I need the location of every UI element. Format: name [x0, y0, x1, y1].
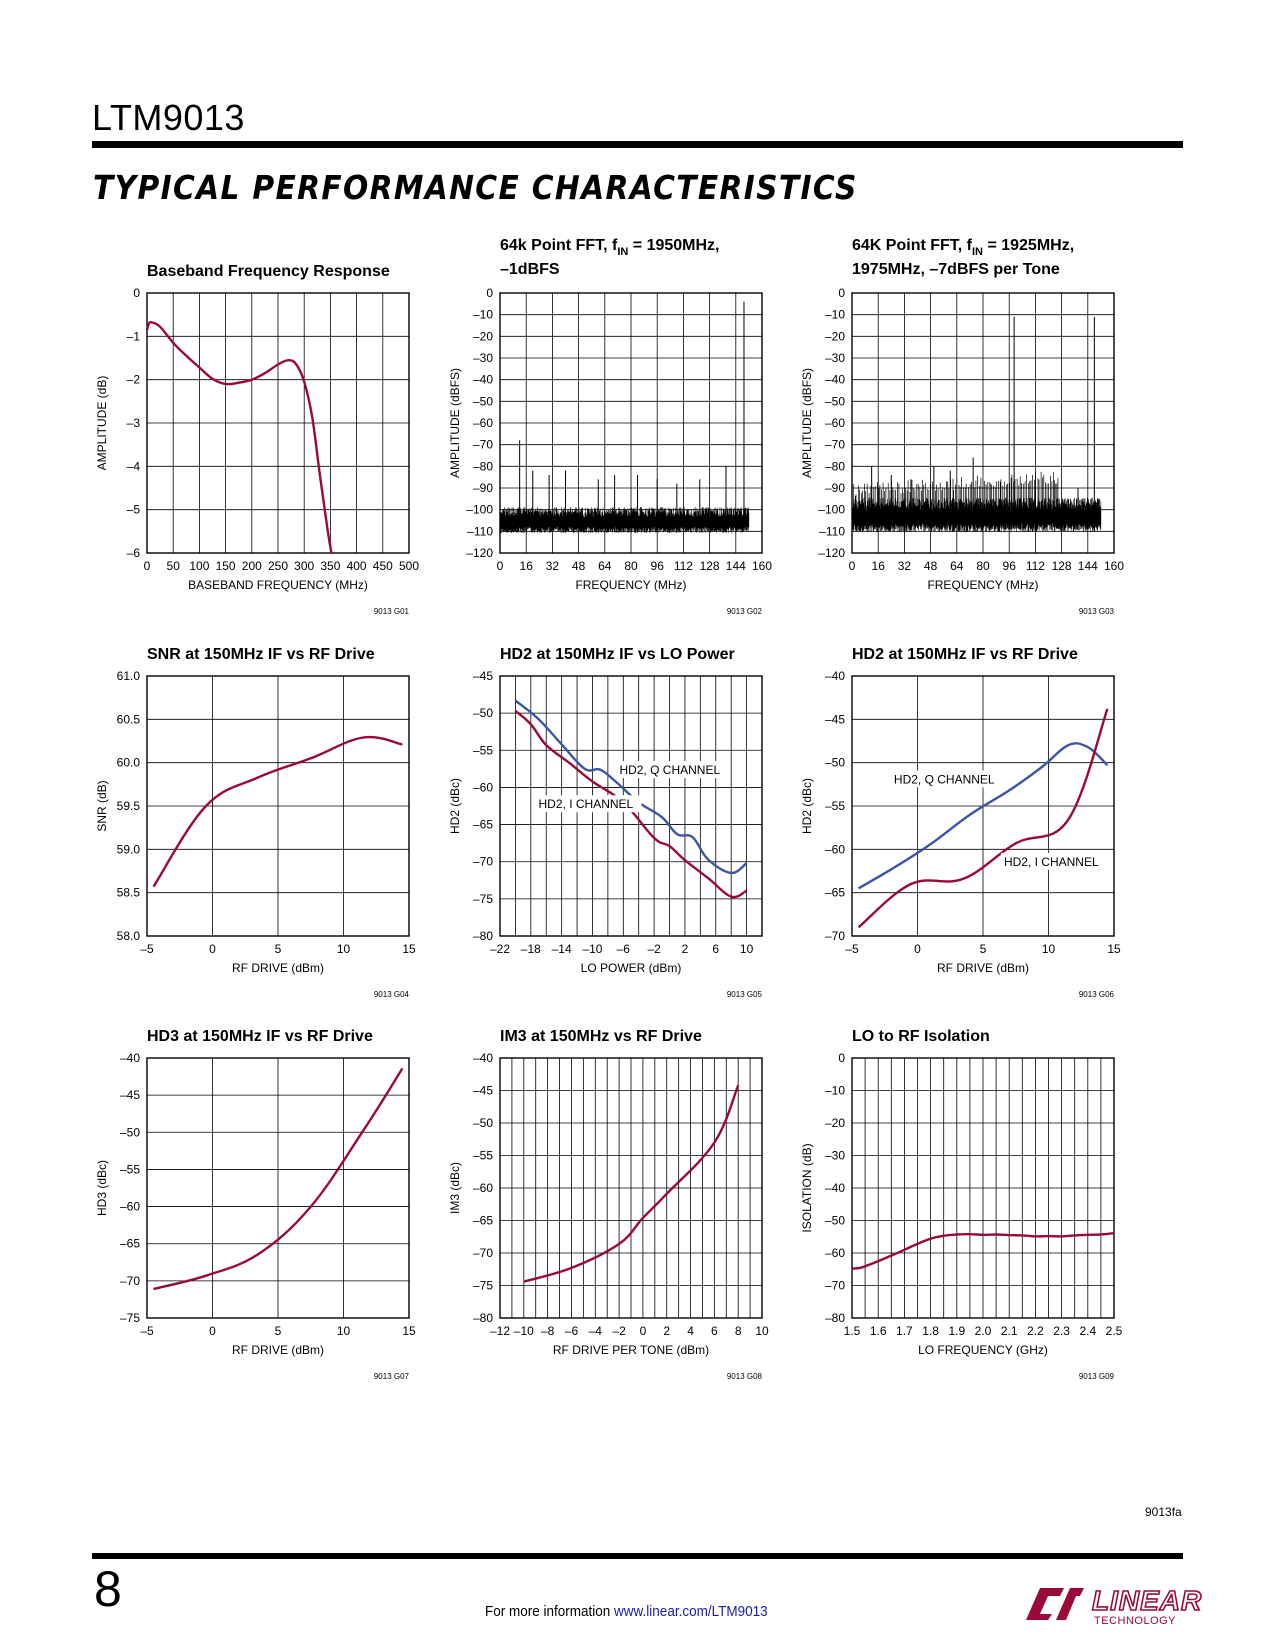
chart-code: 9013 G06 [1078, 990, 1114, 999]
x-tick-label: –5 [140, 1324, 154, 1338]
y-tick-label: –50 [824, 1213, 845, 1228]
y-tick-label: –1 [126, 329, 140, 344]
y-axis-label: IM3 (dBc) [448, 1161, 462, 1215]
y-tick-label: –30 [824, 351, 845, 365]
x-tick-label: 32 [545, 559, 560, 573]
footer-info-prefix: For more information [485, 1603, 615, 1620]
x-tick-label: 32 [897, 559, 912, 573]
y-axis-label: ISOLATION (dB) [800, 1143, 814, 1233]
y-tick-label: 61.0 [116, 669, 140, 683]
series-label: HD2, Q CHANNEL [893, 772, 995, 787]
y-tick-label: –55 [472, 743, 493, 758]
series-line-blue [515, 701, 746, 873]
y-tick-label: 60.0 [116, 755, 140, 770]
x-tick-label: 128 [699, 559, 720, 573]
x-tick-label: 300 [294, 559, 315, 573]
chart-title: HD2 at 150MHz IF vs LO Power [500, 646, 735, 663]
y-tick-label: 58.5 [116, 885, 140, 900]
y-tick-label: –50 [824, 755, 845, 770]
x-tick-label: 2.1 [1000, 1324, 1018, 1338]
y-axis-label: HD2 (dBc) [800, 777, 814, 835]
y-tick-label: –50 [472, 1116, 493, 1130]
x-tick-label: –4 [588, 1324, 602, 1338]
x-tick-label: 10 [755, 1324, 769, 1338]
chart-title: HD3 at 150MHz IF vs RF Drive [147, 1028, 373, 1045]
x-tick-label: 2.0 [974, 1324, 992, 1338]
y-tick-label: –50 [472, 394, 493, 409]
x-axis-label: RF DRIVE PER TONE (dBm) [552, 1343, 710, 1357]
y-tick-label: –70 [472, 1246, 493, 1260]
x-tick-label: 64 [598, 559, 612, 573]
x-tick-label: 0 [209, 942, 216, 956]
chart-code: 9013 G09 [1078, 1372, 1114, 1381]
y-tick-label: –120 [818, 546, 845, 560]
x-tick-label: 0 [914, 942, 921, 956]
chart-svg [797, 1020, 1147, 1392]
series-label: HD2, I CHANNEL [1003, 854, 1099, 869]
y-tick-label: –50 [824, 394, 845, 409]
x-axis-label: LO FREQUENCY (GHz) [918, 1343, 1048, 1357]
y-axis-label: AMPLITUDE (dB) [95, 375, 109, 471]
x-tick-label: –18 [520, 942, 541, 956]
chart-code: 9013 G04 [373, 990, 409, 999]
x-tick-label: 6 [711, 1324, 718, 1338]
y-tick-label: 0 [486, 286, 493, 300]
y-tick-label: –70 [824, 1278, 845, 1293]
document-code: 9013fa [1145, 1505, 1182, 1519]
x-tick-label: 200 [241, 559, 262, 573]
y-tick-label: –90 [824, 481, 845, 495]
chart-title [852, 237, 1074, 258]
x-tick-label: 10 [336, 942, 351, 956]
y-tick-label: –110 [467, 524, 493, 539]
y-axis-label: HD2 (dBc) [448, 777, 462, 835]
series-label: HD2, Q CHANNEL [619, 763, 721, 778]
chart-baseband-frequency-response [92, 255, 442, 627]
x-axis-label: RF DRIVE (dBm) [936, 961, 1030, 975]
x-tick-label: –10 [582, 942, 603, 956]
x-tick-label: 2 [663, 1324, 671, 1338]
x-tick-label: 144 [725, 559, 746, 573]
x-tick-label: 15 [1107, 942, 1121, 956]
x-tick-label: 80 [624, 559, 638, 573]
x-tick-label: 350 [320, 559, 341, 573]
y-tick-label: –65 [119, 1236, 140, 1251]
y-tick-label: 0 [838, 286, 845, 300]
chart-code: 9013 G05 [726, 990, 762, 999]
y-tick-label: 58.0 [116, 929, 140, 943]
y-tick-label: –75 [119, 1311, 140, 1325]
chart-svg [445, 237, 795, 627]
footer-info [485, 1603, 768, 1620]
y-tick-label: –70 [824, 437, 845, 452]
chart-fft-1950mhz [445, 237, 795, 627]
x-tick-label: 450 [372, 559, 393, 573]
x-tick-label: 2.2 [1027, 1324, 1044, 1338]
y-tick-label: –60 [824, 416, 845, 430]
x-tick-label: 1.7 [896, 1324, 913, 1338]
series-line-red [147, 322, 331, 553]
y-tick-label: –2 [126, 372, 140, 387]
chart-title-line2: 1975MHz, –7dBFS per Tone [852, 261, 1060, 278]
chart-title-part: 64K Point FFT, f [852, 237, 972, 254]
y-tick-label: –50 [472, 706, 493, 721]
y-tick-label: –90 [472, 481, 493, 495]
x-tick-label: 15 [402, 1324, 416, 1338]
y-tick-label: –30 [824, 1148, 845, 1163]
y-tick-label: –80 [472, 459, 493, 474]
section-title: TYPICAL PERFORMANCE CHARACTERISTICS [93, 168, 858, 207]
x-tick-label: 96 [650, 559, 664, 573]
y-tick-label: 0 [838, 1051, 845, 1065]
x-tick-label: 144 [1077, 559, 1098, 573]
x-tick-label: –5 [845, 942, 859, 956]
y-tick-label: –10 [824, 307, 845, 322]
x-tick-label: 250 [267, 559, 289, 573]
y-tick-label: –55 [119, 1162, 140, 1177]
y-tick-label: –60 [472, 1181, 493, 1195]
y-tick-label: –4 [126, 459, 140, 474]
x-tick-label: 15 [402, 942, 416, 956]
x-tick-label: 80 [976, 559, 990, 573]
chart-code: 9013 G08 [726, 1372, 762, 1381]
chart-svg [445, 638, 795, 1010]
y-tick-label: –80 [824, 1311, 845, 1325]
y-tick-label: –40 [824, 669, 845, 683]
x-tick-label: 150 [215, 559, 236, 573]
y-tick-label: –45 [824, 712, 845, 727]
x-tick-label: 48 [571, 559, 586, 573]
y-tick-label: –70 [824, 929, 845, 943]
y-tick-label: 59.5 [116, 799, 140, 813]
logo-mark-icon [1026, 1588, 1084, 1620]
x-tick-label: 0 [848, 559, 856, 573]
y-tick-label: –60 [824, 1246, 845, 1260]
x-tick-label: 500 [398, 559, 420, 573]
x-tick-label: 2.5 [1105, 1324, 1123, 1338]
chart-code: 9013 G02 [726, 607, 762, 616]
chart-fft-two-tone [797, 237, 1147, 627]
x-tick-label: 8 [734, 1324, 742, 1338]
chart-code: 9013 G03 [1078, 607, 1114, 616]
y-tick-label: –45 [472, 1083, 493, 1098]
x-tick-label: –2 [612, 1324, 626, 1338]
chart-title-subscript: IN [617, 246, 629, 258]
x-tick-label: –22 [489, 942, 511, 956]
x-tick-label: 5 [274, 942, 282, 956]
x-tick-label: 5 [274, 1324, 282, 1338]
x-tick-label: –10 [513, 1324, 534, 1338]
chart-title-subscript: IN [972, 246, 983, 258]
y-tick-label: –65 [472, 1213, 493, 1228]
chart-svg [92, 638, 442, 1010]
x-tick-label: 48 [923, 559, 938, 573]
y-tick-label: –110 [819, 524, 845, 539]
series-label: HD2, I CHANNEL [538, 797, 634, 812]
x-tick-label: 112 [1025, 559, 1045, 573]
y-tick-label: –55 [824, 799, 845, 813]
chart-hd3-vs-rf-drive [92, 1020, 442, 1392]
x-tick-label: 64 [950, 559, 964, 573]
y-tick-label: –20 [824, 329, 845, 344]
chart-snr-vs-rf-drive [92, 638, 442, 1010]
y-tick-label: –60 [119, 1199, 140, 1214]
part-number: LTM9013 [92, 97, 245, 138]
y-tick-label: –5 [126, 502, 140, 517]
y-tick-label: –45 [119, 1088, 140, 1103]
x-tick-label: 400 [346, 559, 367, 573]
x-axis-label: FREQUENCY (MHz) [927, 578, 1039, 592]
y-tick-label: –40 [824, 1181, 845, 1195]
chart-title: HD2 at 150MHz IF vs RF Drive [852, 646, 1078, 663]
x-tick-label: 1.9 [948, 1324, 966, 1338]
y-tick-label: –40 [472, 372, 493, 387]
chart-svg [92, 1020, 442, 1392]
y-tick-label: –75 [472, 1278, 493, 1293]
y-tick-label: 0 [133, 286, 140, 300]
y-tick-label: –20 [824, 1116, 845, 1130]
x-tick-label: 2 [681, 942, 689, 956]
x-tick-label: 160 [751, 559, 773, 573]
chart-title [500, 237, 720, 258]
x-tick-label: 1.5 [843, 1324, 861, 1338]
chart-title-line2: –1dBFS [500, 261, 560, 278]
x-tick-label: 160 [1103, 559, 1125, 573]
y-axis-label: AMPLITUDE (dBFS) [800, 367, 814, 479]
x-axis-label: FREQUENCY (MHz) [575, 578, 687, 592]
x-tick-label: 112 [673, 559, 693, 573]
x-tick-label: 2.4 [1079, 1324, 1097, 1338]
y-tick-label: –40 [119, 1051, 140, 1065]
y-tick-label: –55 [472, 1148, 493, 1163]
y-tick-label: –60 [824, 842, 845, 857]
y-tick-label: –45 [472, 669, 493, 683]
y-tick-label: –65 [824, 885, 845, 900]
chart-svg [797, 237, 1147, 627]
header-rule [92, 141, 1183, 148]
footer-link[interactable]: www.linear.com/LTM9013 [614, 1603, 768, 1620]
chart-hd2-vs-rf-drive [797, 638, 1147, 1010]
y-tick-label: –40 [824, 372, 845, 387]
chart-im3-vs-rf-drive [445, 1020, 795, 1392]
x-tick-label: 100 [189, 559, 210, 573]
logo-wordmark: LINEAR [1092, 1585, 1203, 1616]
x-tick-label: 50 [166, 559, 180, 573]
chart-title: Baseband Frequency Response [147, 263, 390, 280]
x-tick-label: 1.8 [922, 1324, 939, 1338]
x-axis-label: BASEBAND FREQUENCY (MHz) [188, 578, 368, 592]
x-tick-label: 0 [639, 1324, 647, 1338]
chart-lo-to-rf-isolation [797, 1020, 1147, 1392]
chart-svg [92, 255, 442, 627]
y-axis-label: AMPLITUDE (dBFS) [448, 367, 462, 479]
y-tick-label: –80 [472, 1311, 493, 1325]
x-tick-label: –6 [616, 942, 630, 956]
chart-title-part: 64k Point FFT, f [500, 237, 618, 254]
x-tick-label: 2.3 [1053, 1324, 1070, 1338]
noise-floor [500, 507, 749, 533]
y-tick-label: 59.0 [116, 842, 140, 857]
y-tick-label: –10 [472, 307, 493, 322]
x-tick-label: 10 [1041, 942, 1056, 956]
x-tick-label: 5 [979, 942, 987, 956]
chart-title: SNR at 150MHz IF vs RF Drive [147, 646, 375, 663]
noise-floor [852, 498, 1101, 533]
y-tick-label: –75 [472, 891, 493, 906]
linear-technology-logo [1018, 1580, 1203, 1627]
y-tick-label: –100 [818, 502, 845, 517]
chart-title: IM3 at 150MHz vs RF Drive [500, 1028, 702, 1045]
y-tick-label: –80 [472, 929, 493, 943]
x-tick-label: 0 [496, 559, 504, 573]
y-tick-label: –120 [466, 546, 493, 560]
chart-hd2-vs-lo-power [445, 638, 795, 1010]
y-tick-label: 60.5 [116, 712, 140, 727]
y-tick-label: –40 [472, 1051, 493, 1065]
y-axis-label: HD3 (dBc) [95, 1159, 109, 1217]
y-tick-label: –70 [472, 437, 493, 452]
x-tick-label: 10 [739, 942, 754, 956]
footer-rule [92, 1553, 1183, 1559]
y-tick-label: –70 [472, 854, 493, 869]
chart-svg [445, 1020, 795, 1392]
x-axis-label: RF DRIVE (dBm) [231, 1343, 325, 1357]
y-tick-label: –10 [824, 1083, 845, 1098]
y-tick-label: –3 [126, 416, 140, 430]
x-tick-label: –14 [551, 942, 572, 956]
logo-subtext: TECHNOLOGY [1094, 1615, 1177, 1627]
y-tick-label: –20 [472, 329, 493, 344]
y-tick-label: –6 [126, 546, 140, 560]
y-tick-label: –80 [824, 459, 845, 474]
x-tick-label: 0 [209, 1324, 216, 1338]
y-tick-label: –60 [472, 416, 493, 430]
x-tick-label: 1.6 [869, 1324, 887, 1338]
x-axis-label: LO POWER (dBm) [580, 961, 682, 975]
x-tick-label: –8 [540, 1324, 555, 1338]
y-tick-label: –30 [472, 351, 493, 365]
chart-code: 9013 G01 [373, 607, 409, 616]
x-tick-label: 4 [687, 1324, 694, 1338]
x-tick-label: 16 [871, 559, 885, 573]
y-tick-label: –100 [466, 502, 493, 517]
chart-code: 9013 G07 [373, 1372, 409, 1381]
x-tick-label: –2 [647, 942, 661, 956]
y-tick-label: –65 [472, 817, 493, 832]
chart-title-part: = 1950MHz, [628, 237, 720, 254]
page-number: 8 [94, 1561, 122, 1617]
x-tick-label: –6 [564, 1324, 579, 1338]
x-tick-label: 0 [143, 559, 151, 573]
chart-title: LO to RF Isolation [852, 1028, 990, 1045]
x-tick-label: –5 [140, 942, 154, 956]
x-tick-label: 6 [712, 942, 720, 956]
x-axis-label: RF DRIVE (dBm) [231, 961, 325, 975]
y-tick-label: –50 [119, 1125, 140, 1140]
x-tick-label: 10 [336, 1324, 351, 1338]
x-tick-label: –12 [489, 1324, 511, 1338]
y-tick-label: –60 [472, 780, 493, 795]
y-tick-label: –70 [119, 1273, 140, 1288]
x-tick-label: 128 [1051, 559, 1072, 573]
chart-title-part: = 1925MHz, [983, 237, 1075, 254]
x-tick-label: 96 [1002, 559, 1016, 573]
x-tick-label: 16 [519, 559, 533, 573]
chart-svg [797, 638, 1147, 1010]
y-axis-label: SNR (dB) [95, 780, 109, 832]
